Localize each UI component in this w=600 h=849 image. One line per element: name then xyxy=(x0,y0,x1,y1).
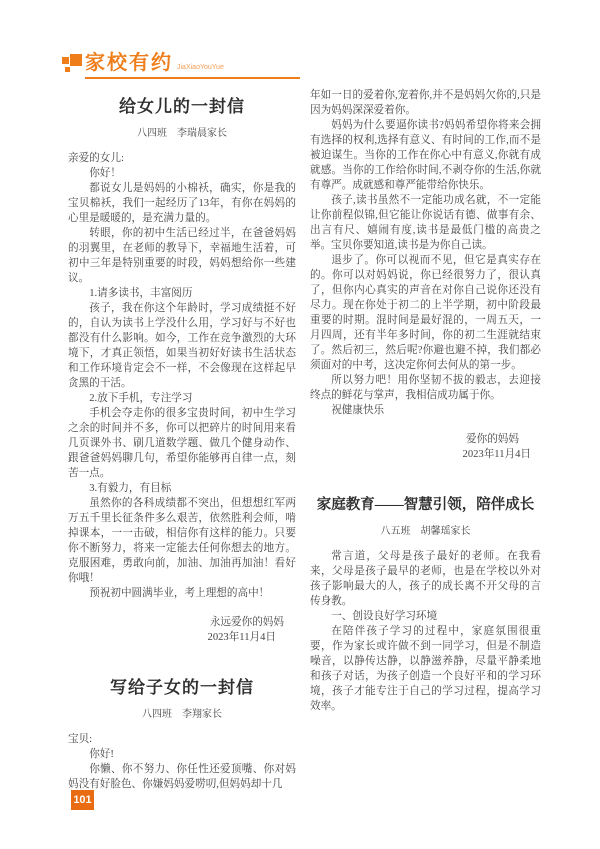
letter1-date: 2023年11月4日 xyxy=(207,632,276,643)
letter1-paragraph: 虽然你的各科成绩都不突出，但想想红军两万五千里长征条件多么艰苦，依然胜利会师，啃掉课本，一一击破，相信你有这样的能力。只要你不断努力，将来一定能去任何你想去的地方。克服困难，勇敢向前，加油、加油再加油！看好你哦！ xyxy=(68,498,296,584)
squares-logo-icon xyxy=(62,52,82,74)
letter1-paragraph: 手机会夺走你的很多宝贵时间，初中生学习之余的时间并不多，你可以把碎片的时间用来看几页课外书、刷几道数学题、做几个健身动作、跟爸爸妈妈聊几句，希望你能够再自律一点，刻苦一点。 xyxy=(68,408,296,479)
letter3-title: 家庭教育——智慧引领，陪伴成长 xyxy=(316,497,535,513)
letter2-paragraph: 所以努力吧！用你坚韧不拔的毅志，去迎接终点的鲜花与掌声，我相信成功属于你。 xyxy=(310,375,541,401)
letter1-subheading: 2.放下手机，专注学习 xyxy=(89,393,193,404)
letter3-subheading: 一、创设良好学习环境 xyxy=(331,611,438,622)
letter2-date: 2023年11月4日 xyxy=(462,449,531,460)
header-divider xyxy=(85,77,300,79)
letter2-closing: 祝健康快乐 xyxy=(331,405,385,416)
letter1-salutation: 亲爱的女儿: xyxy=(68,153,124,164)
letter2-greeting: 你好! xyxy=(89,749,114,760)
letter1-subheading: 1.请多读书，丰富阅历 xyxy=(89,288,193,299)
letter3-byline: 八五班 胡馨瑶家长 xyxy=(380,526,471,537)
letter2-salutation: 宝贝: xyxy=(68,734,93,745)
letter2-paragraph-continuation: 年如一日的爱着你,宠着你,并不是妈妈欠你的,只是因为妈妈深深爱着你。 xyxy=(310,90,541,116)
letter1-paragraph: 转眼，你的初中生活已经过半，在爸爸妈妈的羽翼里，在老师的教导下，幸福地生活着，可初中三年是特别重要的时段，妈妈想给你一些建议。 xyxy=(68,228,296,284)
letter1-paragraph: 孩子，我在你这个年龄时，学习成绩挺不好的，自认为读书上学没什么用，学习好与不好也都没有什么影响。如今，工作在竞争激烈的大环境下，才真正领悟，如果当初好好读书生活状态和工作环境肯定会不一样，不会像现在这样起早贪黑的干活。 xyxy=(68,303,296,389)
letter2-signature: 爱你的妈妈 xyxy=(466,434,519,445)
page-header xyxy=(62,52,224,78)
letter2-paragraph-start: 你懒、你不努力、你任性还爱顶嘴、你对妈妈没有好脸色、你嫌妈妈爱唠叨,但妈妈却十几 xyxy=(68,764,296,790)
letter1-paragraph: 预祝初中圆满毕业，考上理想的高中！ xyxy=(89,588,270,599)
letter3-paragraph: 在陪伴孩子学习的过程中，家庭氛围很重要，作为家长或许做不到一同学习，但是不制造噪音，以静传达静，以静滋养静，尽量平静柔地和孩子对话，为孩子创造一个良好平和的学习环境，孩子才能专注于自己的学习过程，提高学习效率。 xyxy=(310,626,541,712)
letter1-byline: 八四班 李瑞晨家长 xyxy=(137,128,227,139)
section-title: 家校有约 xyxy=(85,52,173,74)
right-column xyxy=(310,88,541,714)
letter2-title: 写给子女的一封信 xyxy=(110,678,254,697)
letter1-signature: 永远爱你的妈妈 xyxy=(209,617,284,628)
letter2-paragraph: 孩子,读书虽然不一定能功成名就，不一定能让你前程似锦,但它能让你说话有德、做事有余、出言有尺、嬉闹有度,读书是最低门槛的高贵之举。宝贝你要知道,读书是为你自己读。 xyxy=(310,195,541,251)
letter1-paragraph: 你好！ xyxy=(89,168,121,179)
letter2-byline: 八四班 李翔家长 xyxy=(142,709,222,720)
page-number-badge: 101 xyxy=(71,790,94,810)
letter2-paragraph: 妈妈为什么要逼你读书?妈妈希望你将来会拥有选择的权利,选择有意义、有时间的工作,而不是被迫谋生。当你的工作在你心中有意义,你就有成就感。当你的工作给你时间,不剥夺你的生活,你就有尊严。成就感和尊严能带给你快乐。 xyxy=(310,120,541,191)
letter1-subheading: 3.有毅力，有目标 xyxy=(89,483,172,494)
section-title-pinyin: JiaXiaoYouYue xyxy=(177,64,224,71)
left-column xyxy=(68,86,296,792)
letter1-title: 给女儿的一封信 xyxy=(119,97,245,116)
letter1-paragraph: 都说女儿是妈妈的小棉袄，确实，你是我的宝贝棉袄，我们一起经历了13年，有你在妈妈的心里是暖暖的，是充满力量的。 xyxy=(68,183,296,224)
letter2-paragraph: 退步了。你可以视而不见，但它是真实存在的。你可以对妈妈说，你已经很努力了，很认真了，但你内心真实的声音在对你自己说你还没有尽力。现在你处于初二的上半学期，初中阶段最重要的时期。混时间是最好混的，一周五天，一月四周，还有半年多时间，你的初二生涯就结束了。然后初三，然后呢?你避也避不掉，我们都必须面对的中考，这决定你何去何从的第一步。 xyxy=(310,255,541,371)
letter3-paragraph: 常言道，父母是孩子最好的老师。在我看来，父母是孩子最早的老师，也是在学校以外对孩子影响最大的人，孩子的成长离不开父母的言传身教。 xyxy=(310,551,541,607)
